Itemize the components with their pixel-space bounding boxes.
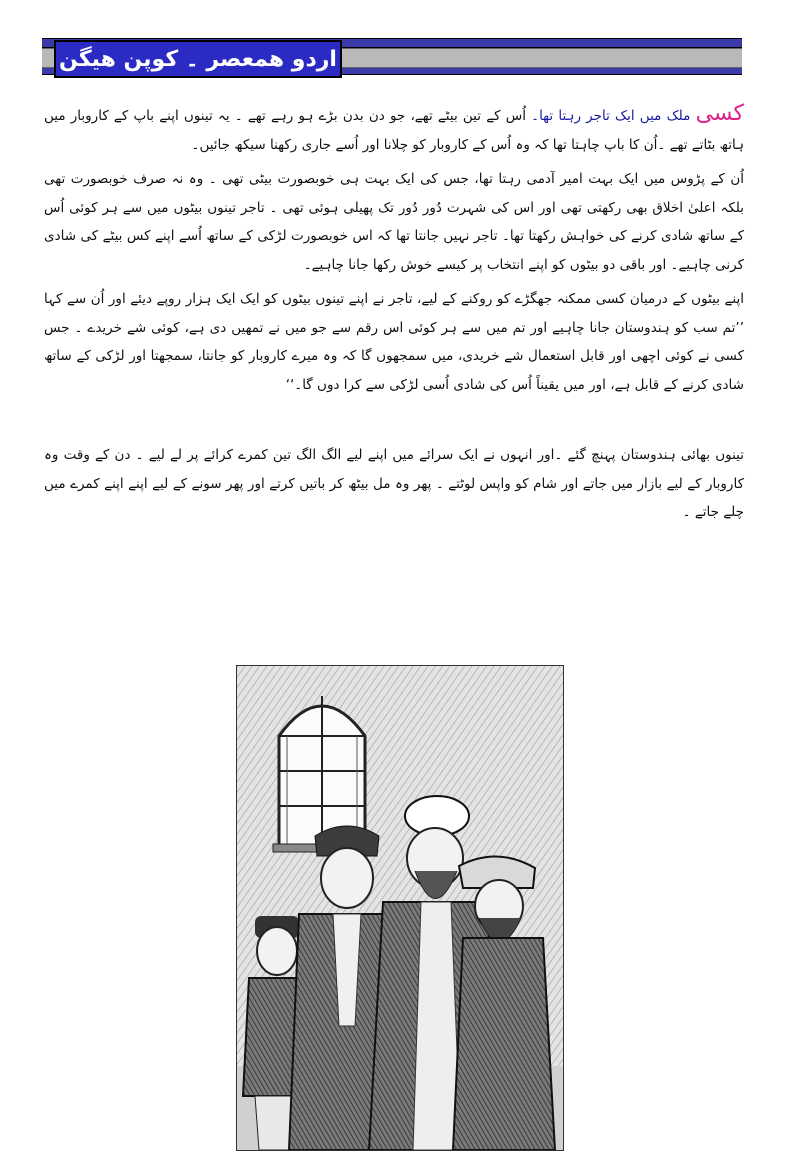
opening-words: ملک میں ایک تاجر رہتا تھا۔: [531, 108, 691, 124]
paragraph-1: [44, 100, 744, 159]
paragraph-4: تینوں بھائی ہندوستان پہنچ گئے ۔اور انہوں نے ایک سرائے میں اپنے لیے الگ الگ تین کمرے کرائے پر لے لیے ۔ دن کے وقت وہ کاروبار کے لیے بازار میں جاتے اور شام کو واپس لوٹتے ۔ پھر وہ مل بیٹھ کر باتیں کرتے اور پھر سونے کے لیے اپنے اپنے کمرے میں چلے جاتے ۔: [44, 447, 744, 520]
story-illustration: [236, 665, 564, 1151]
header-title-box: [54, 40, 342, 78]
paragraph-3: اپنے بیٹوں کے درمیان کسی ممکنہ جھگڑے کو روکنے کے لیے، تاجر نے اپنے تینوں بیٹوں کو ایک ایک ہزار روپے دیئے اور اُن سے کہا ’’تم سب کو ہندوستان جانا چاہیے اور تم میں سے ہر کوئی اس رقم سے جو میں نے تمھیں دی ہے، کوئی شے خریدے ۔ جس کسی نے کوئی اچھی اور قابل استعمال شے خریدی، میں سمجھوں گا کہ وہ میرے کاروبار کو جانتا، سمجھتا اور لڑکی کے ساتھ شادی کرنے کے قابل ہے، اور میں یقیناً اُس کی شادی اُسی لڑکی سے کرا دوں گا۔‘‘: [44, 291, 744, 393]
story-body: [44, 100, 744, 533]
paragraph-1-text: اُس کے تین بیٹے تھے، جو دن بدن بڑے ہو رہے تھے ۔ یہ تینوں اپنے باپ کے کاروبار میں ہاتھ بٹاتے تھے ۔اُن کا باپ چاہتا تھا کہ وہ اُس کے کاروبار کو چلانا اور اُسے جاری رکھنا سیکھ جائیں۔: [44, 108, 744, 153]
page-header: [42, 38, 742, 78]
dropcap-word: کسی: [695, 101, 745, 126]
header-title: اردو ھمعصر ۔ کوپن ھیگن: [59, 46, 337, 72]
paragraph-2: اُن کے پڑوس میں ایک بہت امیر آدمی رہتا تھا، جس کی ایک بہت ہی خوبصورت بیٹی تھی ۔ وہ نہ صرف خوبصورت تھی بلکہ اعلیٰ اخلاق بھی رکھتی تھی اور اس کی شہرت دُور دُور تک پھیلی ہوئی تھی ۔ تاجر تینوں بیٹوں میں سے ہر کوئی اُس کے ساتھ شادی کرنے کی خواہش رکھتا تھا۔ تاجر نہیں جانتا تھا کہ اس خوبصورت لڑکی کے ساتھ اُسے اپنے کس بیٹے کی شادی کرنی چاہیے۔ اور باقی دو بیٹوں کو اپنے انتخاب پر کیسے خوش رکھا جانا چاہیے۔: [44, 171, 744, 273]
illustration-drawing: [237, 666, 563, 1150]
